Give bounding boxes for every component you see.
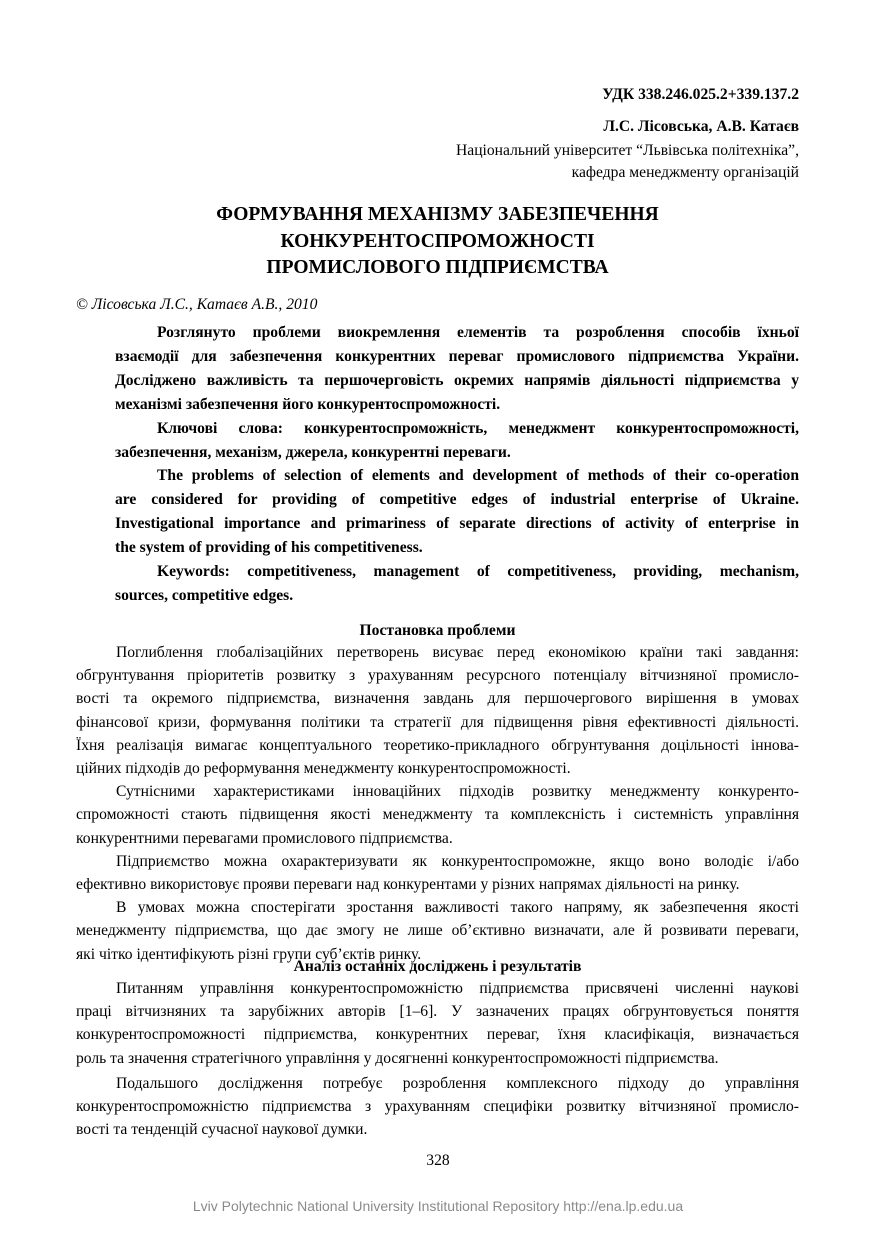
keywords-line: забезпечення, механізм, джерела, конкурентні переваги. — [115, 444, 511, 461]
text-line: В умовах можна спостерігати зростання важливості такого напряму, як забезпечення якості — [116, 899, 799, 917]
title-line: ПРОМИСЛОВОГО ПІДПРИЄМСТВА — [266, 257, 609, 278]
repository-footer: Lviv Polytechnic National University Institutional Repository http://ena.lp.edu.ua — [192, 1198, 684, 1214]
keywords-line: Ключові слова: конкурентоспроможність, менеджмент конкурентоспроможності, — [157, 420, 799, 437]
section-heading: Аналіз останніх досліджень і результатів — [293, 958, 582, 975]
text-line: ефективно використовує прояви переваги над конкурентами у різних напрямах діяльності на ринку. — [76, 876, 740, 894]
text-line: роль та значення стратегічного управління у досягненні конкурентоспроможності підприємства. — [76, 1049, 719, 1067]
abstract-line: The problems of selection of elements and development of methods of their co-operation — [157, 467, 799, 484]
section-heading: Постановка проблеми — [359, 622, 516, 639]
text-line: спроможності стають підвищення якості менеджменту та комплексність і системність управління — [76, 806, 799, 824]
text-line: обгрунтування пріоритетів розвитку з урахуванням ресурсного потенціалу вітчизняної промисло- — [76, 667, 799, 685]
text-line: фінансової кризи, формування політики та стратегії для підвищення рівня ефективності діяльності. — [76, 713, 799, 731]
page-number: 328 — [426, 1152, 450, 1169]
text-line: які чітко ідентифікують різні групи суб’єктів ринку. — [76, 945, 422, 963]
title-line: ФОРМУВАННЯ МЕХАНІЗМУ ЗАБЕЗПЕЧЕННЯ — [216, 204, 659, 225]
abstract-line: механізмі забезпечення його конкурентоспроможності. — [115, 396, 501, 413]
section-body — [76, 641, 799, 966]
text-line: праці вітчизняних та зарубіжних авторів [1–6]. У зазначених працях обгрунтовується поняття — [76, 1003, 799, 1021]
section-body — [76, 977, 799, 1141]
title-line: КОНКУРЕНТОСПРОМОЖНОСТІ — [280, 230, 595, 252]
text-line: вості та окремого підприємства, визначення завдань для першочергового вирішення в умовах — [76, 690, 799, 708]
text-line: менеджменту підприємства, що дає змогу не лише об’єктивно визначати, але й розвивати переваги, — [76, 922, 799, 940]
text-line: конкурентоспроможністю підприємства з урахуванням специфіки розвитку вітчизняної промисло- — [76, 1098, 799, 1116]
text-line: конкурентними перевагами промислового підприємства. — [76, 829, 453, 847]
text-line: вості та тенденцій сучасної наукової думки. — [76, 1121, 368, 1139]
text-line: ційних підходів до реформування менеджменту конкурентоспроможності. — [76, 760, 571, 778]
abstract-line: Досліджено важливість та першочерговість окремих напрямів діяльності підприємства у — [115, 372, 799, 389]
abstract-en — [115, 464, 799, 608]
affiliation-line: кафедра менеджменту організацій — [571, 164, 799, 181]
abstract-line: the system of providing of his competitiveness. — [115, 539, 423, 556]
text-line: Підприємство можна охарактеризувати як конкурентоспроможне, якщо воно володіє і/або — [116, 852, 799, 870]
text-line: Поглиблення глобалізаційних перетворень висуває перед економікою країни такі завдання: — [116, 644, 799, 661]
keywords-line: Keywords: competitiveness, management of competitiveness, providing, mechanism, — [157, 563, 799, 580]
copyright: © Лісовська Л.С., Катаєв А.В., 2010 — [76, 296, 318, 313]
abstract-line: взаємодії для забезпечення конкурентних переваг промислового підприємства України. — [115, 348, 799, 365]
udc-code: УДК 338.246.025.2+339.137.2 — [602, 86, 799, 103]
text-line: конкурентоспроможності підприємства, конкурентних переваг, їхня класифікація, визначається — [76, 1026, 799, 1044]
text-line: Сутнісними характеристиками інноваційних підходів розвитку менеджменту конкуренто- — [116, 783, 799, 801]
text-line: Їхня реалізація вимагає концептуального теоретико-прикладного обгрунтування доцільності іннова- — [76, 736, 799, 754]
keywords-line: sources, competitive edges. — [115, 587, 294, 604]
article-title — [76, 202, 799, 282]
abstract-line: Investigational importance and primariness of separate directions of activity of enterprise in — [115, 515, 799, 532]
text-line: Питанням управління конкурентоспроможністю підприємства присвячені численні наукові — [116, 980, 799, 997]
authors: Л.С. Лісовська, А.В. Катаєв — [603, 118, 799, 135]
abstract-line: Розглянуто проблеми виокремлення елементів та розроблення способів їхньої — [157, 324, 799, 341]
text-line: Подальшого дослідження потребує розроблення комплексного підходу до управління — [116, 1074, 799, 1092]
abstract-line: are considered for providing of competitive edges of industrial enterprise of Ukraine. — [115, 491, 799, 508]
abstract-ua — [115, 321, 799, 465]
affiliation-line: Національний університет “Львівська політехніка”, — [456, 142, 799, 159]
affiliation — [456, 140, 799, 184]
